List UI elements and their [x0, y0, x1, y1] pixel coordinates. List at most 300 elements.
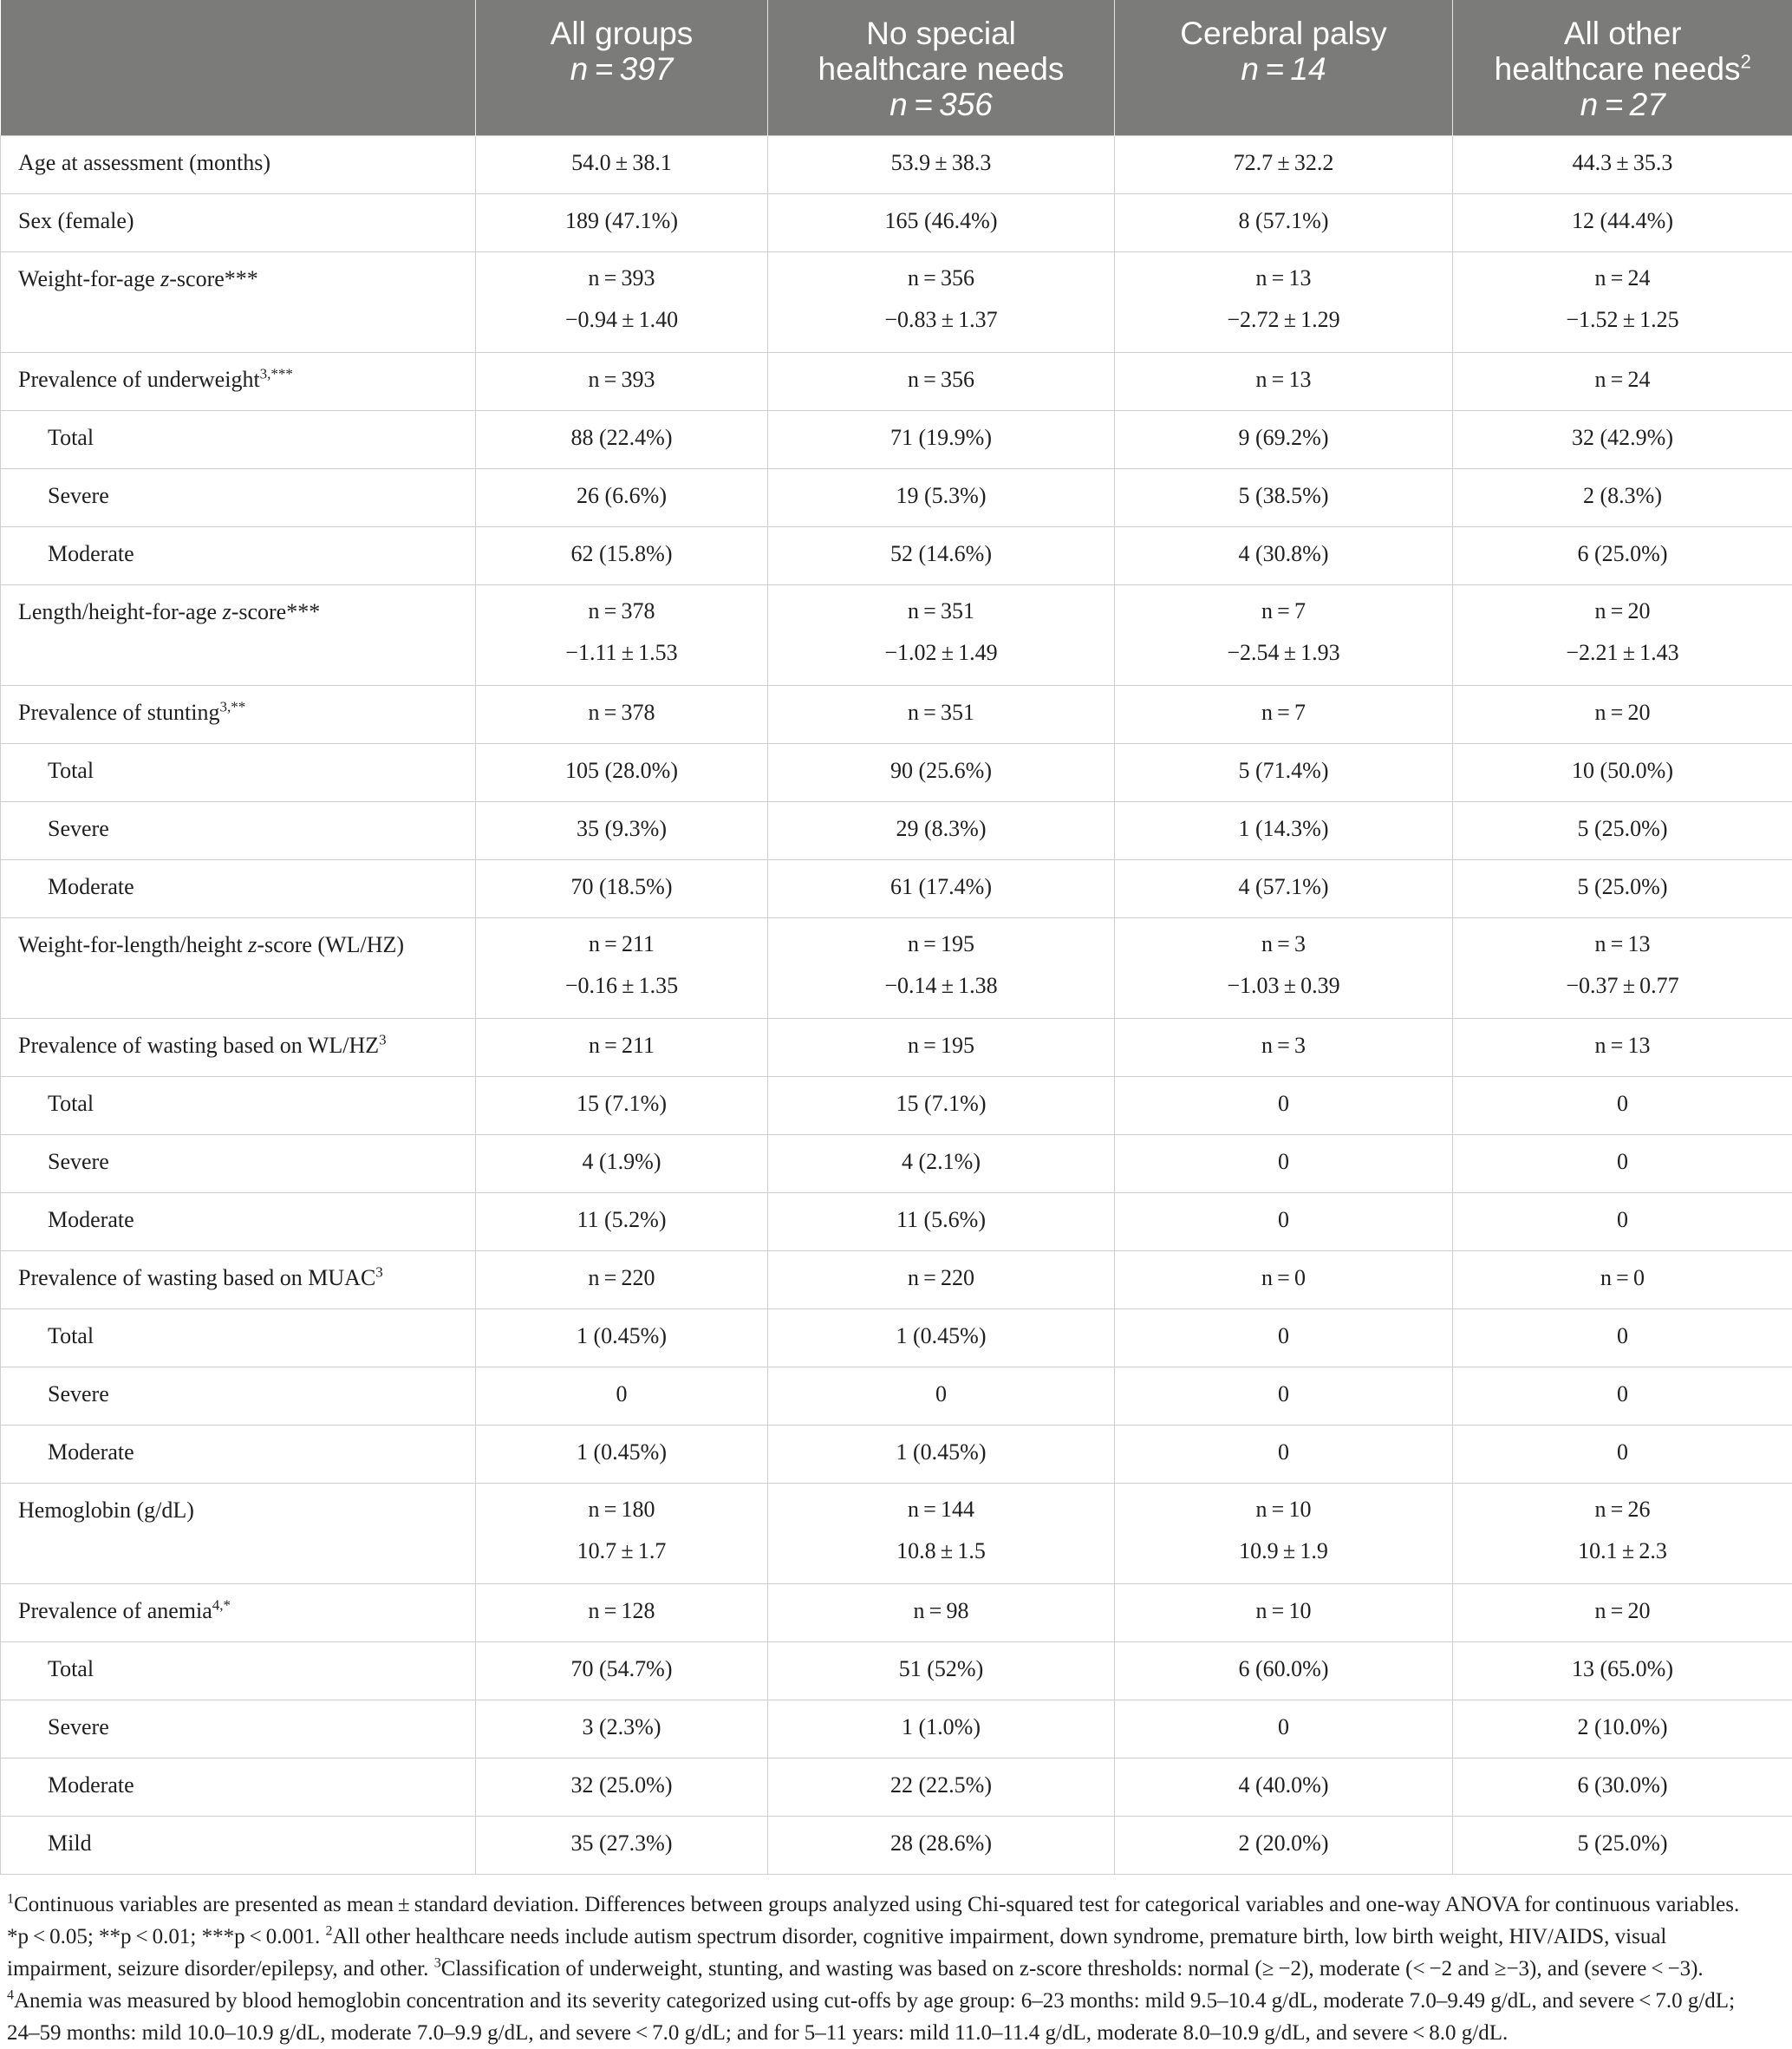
cell-value: 11 (5.6%)	[896, 1207, 986, 1232]
row-label-text: Moderate	[48, 874, 134, 899]
cell-value: 54.0 ± 38.1	[571, 150, 672, 175]
table-cell	[1453, 1484, 1792, 1584]
cell-value: 70 (54.7%)	[571, 1656, 673, 1681]
row-label-text: Length/height-for-age	[18, 599, 223, 624]
table-subrow	[1, 1367, 1792, 1426]
table-cell	[1453, 802, 1792, 860]
table-subrow	[1, 527, 1792, 585]
table-cell	[768, 1367, 1115, 1426]
cell-mean-sd: 10.9 ± 1.9	[1115, 1530, 1452, 1572]
cell-sample-size: n = 0	[1261, 1265, 1306, 1290]
row-label	[1, 411, 476, 469]
table-row	[1, 1584, 1792, 1642]
cell-value: 44.3 ± 35.3	[1573, 150, 1673, 175]
table-cell	[1115, 1700, 1453, 1759]
cell-value: 52 (14.6%)	[890, 541, 992, 566]
table-subrow	[1, 469, 1792, 527]
cell-value: 1 (0.45%)	[896, 1323, 987, 1348]
row-label-footnote-ref: 3	[375, 1263, 383, 1280]
cell-mean-sd: −0.37 ± 0.77	[1453, 965, 1792, 1007]
table-cell	[1115, 136, 1453, 194]
table-cell	[768, 1426, 1115, 1484]
table-cell	[768, 1642, 1115, 1700]
table-row	[1, 1484, 1792, 1584]
row-label-text: Moderate	[48, 1439, 134, 1465]
cell-value: 70 (18.5%)	[571, 874, 673, 899]
cell-value: 0	[1278, 1714, 1289, 1739]
table-cell	[476, 527, 768, 585]
table-cell	[1453, 860, 1792, 918]
cell-value: 189 (47.1%)	[565, 208, 678, 233]
row-label-text: Total	[48, 1091, 94, 1116]
row-label	[1, 1193, 476, 1251]
cell-sample-size: n = 13	[1115, 252, 1452, 299]
table-cell	[476, 1077, 768, 1135]
cell-sample-size: n = 7	[1261, 700, 1306, 725]
row-label-text: Severe	[48, 816, 109, 841]
table-cell	[768, 1193, 1115, 1251]
row-label-text: Total	[48, 1323, 94, 1348]
table-cell	[768, 686, 1115, 744]
cell-value: 72.7 ± 32.2	[1234, 150, 1334, 175]
table-subrow	[1, 1759, 1792, 1817]
table-cell	[476, 1019, 768, 1077]
header-cerebral-palsy	[1115, 0, 1453, 136]
cell-value: 0	[1278, 1439, 1289, 1465]
table-cell	[476, 1309, 768, 1367]
cell-sample-size: n = 98	[913, 1598, 968, 1623]
cell-value: 0	[1278, 1323, 1289, 1348]
table-cell	[476, 1700, 768, 1759]
table-cell	[768, 136, 1115, 194]
table-cell	[768, 252, 1115, 353]
table-cell	[476, 136, 768, 194]
cell-value: 51 (52%)	[899, 1656, 983, 1681]
table-row	[1, 194, 1792, 252]
table-cell	[1115, 585, 1453, 686]
row-label	[1, 1309, 476, 1367]
cell-value: 2 (20.0%)	[1239, 1830, 1329, 1856]
table-cell	[1115, 1251, 1453, 1309]
row-label	[1, 194, 476, 252]
row-label-text: -score***	[169, 266, 258, 291]
cell-sample-size: n = 220	[908, 1265, 974, 1290]
table-row	[1, 1251, 1792, 1309]
cell-value: 165 (46.4%)	[885, 208, 998, 233]
table-cell	[1115, 802, 1453, 860]
table-cell	[1453, 1700, 1792, 1759]
cell-mean-sd: 10.7 ± 1.7	[476, 1530, 767, 1572]
cell-sample-size: n = 10	[1115, 1484, 1452, 1530]
table-cell	[1453, 194, 1792, 252]
row-label	[1, 1426, 476, 1484]
row-label-text: Severe	[48, 483, 109, 508]
table-cell	[768, 585, 1115, 686]
row-label	[1, 527, 476, 585]
table-cell	[1115, 353, 1453, 411]
cell-sample-size: n = 393	[476, 252, 767, 299]
row-label	[1, 1817, 476, 1875]
table-cell	[476, 1642, 768, 1700]
table-cell	[768, 353, 1115, 411]
table-cell	[1453, 469, 1792, 527]
cell-value: 11 (5.2%)	[577, 1207, 666, 1232]
cell-mean-sd: −0.14 ± 1.38	[768, 965, 1114, 1007]
table-cell	[476, 1135, 768, 1193]
row-label	[1, 1251, 476, 1309]
header-row	[1, 0, 1792, 136]
row-label	[1, 353, 476, 411]
row-label-text: Severe	[48, 1714, 109, 1739]
cell-sample-size: n = 24	[1453, 252, 1792, 299]
cell-value: 1 (0.45%)	[896, 1439, 987, 1465]
table-cell	[1453, 1426, 1792, 1484]
row-label	[1, 1584, 476, 1642]
cell-value: 6 (25.0%)	[1578, 541, 1668, 566]
header-empty	[1, 0, 476, 136]
cell-sample-size: n = 378	[476, 585, 767, 632]
table-cell	[476, 744, 768, 802]
table-subrow	[1, 1817, 1792, 1875]
cell-sample-size: n = 195	[908, 1033, 974, 1058]
table-cell	[1453, 411, 1792, 469]
cell-sample-size: n = 351	[768, 585, 1114, 632]
cell-sample-size: n = 13	[1453, 918, 1792, 965]
header-n: n = 27	[1462, 87, 1784, 122]
table-cell	[1453, 1077, 1792, 1135]
row-label	[1, 585, 476, 686]
table-body	[1, 136, 1792, 1875]
table-cell	[1115, 1426, 1453, 1484]
cell-value: 4 (2.1%)	[902, 1149, 981, 1174]
header-all-groups	[476, 0, 768, 136]
cell-value: 0	[1617, 1381, 1628, 1406]
table-cell	[1453, 686, 1792, 744]
cell-value: 29 (8.3%)	[896, 816, 987, 841]
cell-mean-sd: −1.02 ± 1.49	[768, 632, 1114, 674]
table-cell	[768, 1700, 1115, 1759]
row-label-italic: z	[160, 266, 169, 291]
table-row	[1, 353, 1792, 411]
cell-sample-size: n = 128	[588, 1598, 655, 1623]
cell-sample-size: n = 13	[1594, 1033, 1650, 1058]
table-cell	[476, 194, 768, 252]
table-subrow	[1, 1700, 1792, 1759]
row-label-text: Total	[48, 425, 94, 450]
footnote-text-2: All other healthcare needs include autism spectrum disorder, cognitive impairment, down syndrome, premature birth, low birth weight, HIV/AIDS, visual impairment, seizure disorder/epilepsy, and other.	[7, 1925, 1666, 1980]
table-cell	[768, 469, 1115, 527]
table-cell	[1453, 1135, 1792, 1193]
table-cell	[476, 686, 768, 744]
cell-sample-size: n = 195	[768, 918, 1114, 965]
cell-value: 9 (69.2%)	[1239, 425, 1329, 450]
table-cell	[768, 1251, 1115, 1309]
table-cell	[768, 744, 1115, 802]
header-label: No special	[866, 16, 1016, 51]
table-cell	[1115, 1642, 1453, 1700]
table-row	[1, 585, 1792, 686]
cell-sample-size: n = 211	[589, 1033, 655, 1058]
row-label-text: Severe	[48, 1381, 109, 1406]
table-cell	[1453, 1817, 1792, 1875]
table-cell	[1115, 918, 1453, 1019]
cell-value: 3 (2.3%)	[583, 1714, 661, 1739]
table-cell	[768, 1484, 1115, 1584]
row-label	[1, 1484, 476, 1584]
cell-mean-sd: 10.8 ± 1.5	[768, 1530, 1114, 1572]
table-cell	[476, 252, 768, 353]
cell-sample-size: n = 20	[1594, 700, 1650, 725]
cell-sample-size: n = 3	[1261, 1033, 1306, 1058]
cell-value: 35 (9.3%)	[577, 816, 667, 841]
header-n: n = 14	[1124, 51, 1443, 87]
cell-value: 6 (60.0%)	[1239, 1656, 1329, 1681]
cell-sample-size: n = 20	[1594, 1598, 1650, 1623]
cell-value: 88 (22.4%)	[571, 425, 673, 450]
cell-sample-size: n = 20	[1453, 585, 1792, 632]
row-label	[1, 802, 476, 860]
table-cell	[1453, 1367, 1792, 1426]
cell-value: 0	[1617, 1091, 1628, 1116]
row-label	[1, 1019, 476, 1077]
row-label-text: Sex (female)	[18, 208, 134, 233]
row-label	[1, 136, 476, 194]
cell-value: 53.9 ± 38.3	[891, 150, 992, 175]
table-row	[1, 918, 1792, 1019]
table-cell	[1453, 744, 1792, 802]
cell-value: 4 (57.1%)	[1239, 874, 1329, 899]
cell-value: 62 (15.8%)	[571, 541, 673, 566]
row-label	[1, 744, 476, 802]
header-label: Cerebral palsy	[1180, 16, 1387, 51]
cell-value: 2 (8.3%)	[1583, 483, 1662, 508]
cell-value: 4 (30.8%)	[1239, 541, 1329, 566]
row-label-text: Prevalence of anemia	[18, 1598, 212, 1623]
table-cell	[1453, 1251, 1792, 1309]
table-cell	[476, 1759, 768, 1817]
row-label-footnote-ref: 3,***	[260, 365, 293, 382]
cell-sample-size: n = 356	[768, 252, 1114, 299]
cell-value: 5 (38.5%)	[1239, 483, 1329, 508]
cell-value: 32 (42.9%)	[1572, 425, 1673, 450]
table-cell	[1115, 1135, 1453, 1193]
table-cell	[1115, 1193, 1453, 1251]
row-label-text: Prevalence of underweight	[18, 367, 260, 392]
table-cell	[1453, 1309, 1792, 1367]
cell-sample-size: n = 378	[588, 700, 655, 725]
cell-value: 22 (22.5%)	[890, 1772, 992, 1798]
cell-value: 0	[1278, 1091, 1289, 1116]
cell-value: 10 (50.0%)	[1572, 758, 1673, 783]
table-cell	[1115, 1484, 1453, 1584]
footnote-marker: 2	[325, 1924, 332, 1939]
table-cell	[1115, 469, 1453, 527]
table-cell	[768, 1019, 1115, 1077]
row-label-text: Total	[48, 1656, 94, 1681]
table-cell	[1115, 1077, 1453, 1135]
cell-sample-size: n = 7	[1115, 585, 1452, 632]
row-label-text: Mild	[48, 1830, 92, 1856]
table-cell	[1453, 585, 1792, 686]
cell-mean-sd: −1.11 ± 1.53	[476, 632, 767, 674]
cell-value: 13 (65.0%)	[1572, 1656, 1673, 1681]
table-cell	[768, 1584, 1115, 1642]
footnote-text-4: Anemia was measured by blood hemoglobin concentration and its severity categorized using cut-offs by age group: 6–23 months: mild 9.5–10.4 g/dL, moderate 7.0–9.49 g/dL, and severe < 7.0 g/dL; 24–59 months: mild 10.0–10.9 g/dL, moderate 7.0–9.9 g/dL, and severe < 7.0 g/dL; and for 5–11 years: mild 11.0–11.4 g/dL, moderate 8.0–10.9 g/dL, and severe < 8.0 g/dL.	[7, 1989, 1735, 2045]
row-label-text: Prevalence of wasting based on MUAC	[18, 1265, 375, 1290]
cell-mean-sd: −2.54 ± 1.93	[1115, 632, 1452, 674]
row-label-text: Weight-for-age	[18, 266, 160, 291]
table-cell	[1453, 1019, 1792, 1077]
table-cell	[476, 469, 768, 527]
row-label	[1, 1759, 476, 1817]
cell-value: 12 (44.4%)	[1572, 208, 1673, 233]
table-row	[1, 136, 1792, 194]
table-cell	[1115, 1367, 1453, 1426]
row-label-text: Severe	[48, 1149, 109, 1174]
cell-mean-sd: −2.72 ± 1.29	[1115, 299, 1452, 341]
table-cell	[1115, 1584, 1453, 1642]
footnote-marker: 1	[7, 1892, 14, 1907]
row-label	[1, 252, 476, 353]
table-footnote	[0, 1875, 1784, 2049]
table-cell	[1453, 1193, 1792, 1251]
cell-value: 6 (30.0%)	[1578, 1772, 1668, 1798]
table-subrow	[1, 1193, 1792, 1251]
table-cell	[1453, 1584, 1792, 1642]
row-label-text: Age at assessment (months)	[18, 150, 270, 175]
table-cell	[768, 918, 1115, 1019]
cell-value: 32 (25.0%)	[571, 1772, 673, 1798]
table-subrow	[1, 1426, 1792, 1484]
cell-sample-size: n = 24	[1594, 367, 1650, 392]
table-subrow	[1, 1642, 1792, 1700]
cell-value: 15 (7.1%)	[896, 1091, 987, 1116]
cell-value: 19 (5.3%)	[896, 483, 987, 508]
table-cell	[768, 1759, 1115, 1817]
table-cell	[1115, 744, 1453, 802]
cell-mean-sd: 10.1 ± 2.3	[1453, 1530, 1792, 1572]
table-row	[1, 1019, 1792, 1077]
cell-value: 105 (28.0%)	[565, 758, 678, 783]
cell-value: 2 (10.0%)	[1578, 1714, 1668, 1739]
cell-value: 0	[1617, 1323, 1628, 1348]
cell-value: 4 (1.9%)	[583, 1149, 661, 1174]
table-subrow	[1, 1135, 1792, 1193]
cell-mean-sd: −1.03 ± 0.39	[1115, 965, 1452, 1007]
table-cell	[476, 1251, 768, 1309]
cell-mean-sd: −1.52 ± 1.25	[1453, 299, 1792, 341]
row-label	[1, 1135, 476, 1193]
cell-mean-sd: −0.83 ± 1.37	[768, 299, 1114, 341]
cell-sample-size: n = 144	[768, 1484, 1114, 1530]
cell-value: 5 (25.0%)	[1578, 874, 1668, 899]
table-cell	[1115, 1817, 1453, 1875]
header-footnote-ref: 2	[1741, 51, 1751, 73]
table-row	[1, 252, 1792, 353]
row-label-footnote-ref: 3,**	[220, 698, 246, 715]
row-label	[1, 918, 476, 1019]
table-cell	[1115, 686, 1453, 744]
header-label: All other	[1564, 16, 1682, 51]
cell-value: 0	[1278, 1207, 1289, 1232]
cell-mean-sd: −0.94 ± 1.40	[476, 299, 767, 341]
table-cell	[1115, 194, 1453, 252]
table-cell	[1453, 353, 1792, 411]
table-cell	[1115, 1759, 1453, 1817]
cell-value: 1 (0.45%)	[577, 1323, 667, 1348]
table-cell	[476, 860, 768, 918]
table-cell	[1453, 918, 1792, 1019]
table-cell	[476, 353, 768, 411]
table-cell	[1115, 252, 1453, 353]
table-subrow	[1, 744, 1792, 802]
cell-value: 4 (40.0%)	[1239, 1772, 1329, 1798]
cell-value: 35 (27.3%)	[571, 1830, 673, 1856]
cell-sample-size: n = 3	[1115, 918, 1452, 965]
cell-sample-size: n = 0	[1600, 1265, 1645, 1290]
table-cell	[476, 1193, 768, 1251]
row-label-footnote-ref: 3	[379, 1031, 387, 1047]
cell-value: 0	[1278, 1381, 1289, 1406]
footnote-text-1: Continuous variables are presented as mean ± standard deviation. Differences between groups analyzed using Chi-squared test for categorical variables and one-way ANOVA for continuous variables. *p < 0.05; **p < 0.01; ***p < 0.001.	[7, 1893, 1739, 1948]
table-cell	[1453, 527, 1792, 585]
table-cell	[476, 585, 768, 686]
cell-sample-size: n = 13	[1255, 367, 1311, 392]
row-label-text: -score (WL/HZ)	[257, 932, 404, 957]
row-label-italic: z	[248, 932, 257, 957]
table-subrow	[1, 411, 1792, 469]
row-label-text: Weight-for-length/height	[18, 932, 248, 957]
footnote-marker: 3	[434, 1956, 441, 1971]
cell-value: 26 (6.6%)	[577, 483, 667, 508]
header-label: All groups	[551, 16, 694, 51]
cell-sample-size: n = 180	[476, 1484, 767, 1530]
cell-sample-size: n = 10	[1255, 1598, 1311, 1623]
cell-value: 0	[1278, 1149, 1289, 1174]
table-cell	[768, 194, 1115, 252]
cell-mean-sd: −2.21 ± 1.43	[1453, 632, 1792, 674]
table-cell	[768, 1135, 1115, 1193]
cell-value: 28 (28.6%)	[890, 1830, 992, 1856]
table-subrow	[1, 802, 1792, 860]
header-other-needs	[1453, 0, 1792, 136]
row-label-text: Prevalence of wasting based on WL/HZ	[18, 1033, 379, 1058]
table-cell	[476, 1584, 768, 1642]
cell-value: 15 (7.1%)	[577, 1091, 667, 1116]
cell-value: 61 (17.4%)	[890, 874, 992, 899]
table-subrow	[1, 1309, 1792, 1367]
table-cell	[768, 1077, 1115, 1135]
cell-value: 0	[616, 1381, 628, 1406]
cell-sample-size: n = 351	[908, 700, 974, 725]
row-label	[1, 1642, 476, 1700]
table-cell	[476, 1484, 768, 1584]
table-cell	[476, 1426, 768, 1484]
row-label-text: Hemoglobin (g/dL)	[18, 1498, 194, 1523]
table-cell	[1115, 527, 1453, 585]
header-label2: healthcare needs	[818, 51, 1065, 87]
cell-sample-size: n = 211	[476, 918, 767, 965]
row-label-italic: z	[223, 599, 231, 624]
cell-value: 0	[1617, 1439, 1628, 1465]
cell-value: 90 (25.6%)	[890, 758, 992, 783]
row-label-text: Moderate	[48, 541, 134, 566]
table-cell	[1453, 1642, 1792, 1700]
table-cell	[476, 802, 768, 860]
header-no-special-needs	[768, 0, 1115, 136]
table-cell	[476, 411, 768, 469]
row-label	[1, 860, 476, 918]
